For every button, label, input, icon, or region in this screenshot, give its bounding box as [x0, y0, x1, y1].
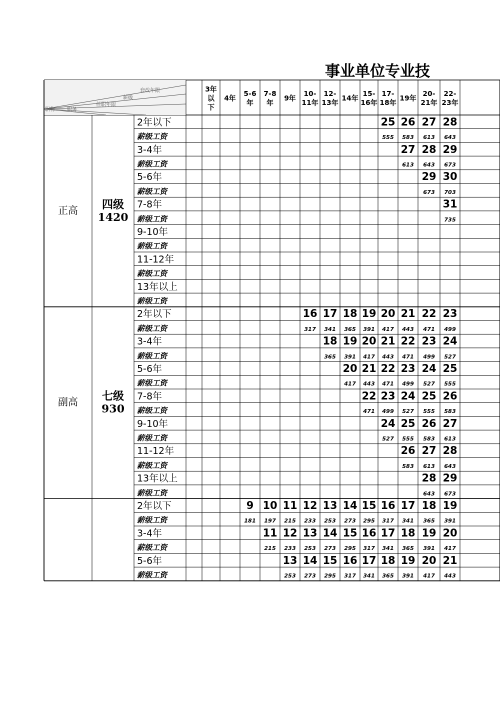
- column-header: 12-: [323, 90, 337, 98]
- pay-level-value: 20: [342, 362, 358, 375]
- pay-level-value: 16: [342, 554, 358, 567]
- pay-level-value: 13: [282, 554, 298, 567]
- pay-level-value: 19: [400, 554, 416, 567]
- pay-level-value: 15: [322, 554, 338, 567]
- salary-value: 417: [423, 573, 435, 580]
- tenure-row-label: 9-10年: [137, 226, 169, 238]
- pay-level-value: 20: [442, 527, 458, 540]
- pay-level-value: 20: [380, 308, 396, 321]
- pay-level-value: 20: [361, 335, 377, 348]
- column-header: 13年: [321, 99, 339, 107]
- salary-value: 233: [304, 518, 316, 525]
- pay-level-value: 30: [442, 171, 458, 184]
- salary-value: 499: [382, 409, 394, 416]
- salary-value: 527: [444, 354, 456, 361]
- pay-level-value: 19: [361, 308, 377, 321]
- salary-value: 417: [444, 546, 456, 553]
- salary-value: 317: [382, 518, 394, 525]
- column-header: 11年: [301, 99, 319, 107]
- pay-level-value: 21: [442, 554, 458, 567]
- pay-level-value: 25: [421, 390, 437, 403]
- salary-row-label: 薪级工资: [137, 269, 167, 279]
- column-header: 10-: [303, 90, 317, 98]
- salary-value: 215: [284, 518, 296, 525]
- salary-row-label: 薪级工资: [137, 296, 167, 306]
- corner-header-label: 职称: [44, 107, 56, 113]
- tenure-row-label: 13年以上: [137, 473, 178, 485]
- pay-level-value: 22: [400, 335, 416, 348]
- pay-level-value: 23: [421, 335, 437, 348]
- salary-value: 643: [444, 463, 456, 470]
- pay-level-value: 27: [421, 445, 437, 458]
- pay-level-value: 29: [421, 171, 437, 184]
- salary-value: 365: [402, 546, 414, 553]
- pay-level-value: 25: [400, 417, 416, 430]
- salary-value: 253: [304, 546, 316, 553]
- column-header: 以: [207, 94, 215, 103]
- salary-value: 673: [423, 189, 435, 196]
- pay-level-value: 28: [421, 472, 437, 485]
- tenure-row-label: 9-10年: [137, 418, 169, 430]
- salary-value: 613: [402, 162, 414, 169]
- column-header: 19年: [399, 94, 417, 103]
- salary-value: 583: [423, 436, 435, 443]
- pay-level-value: 13: [322, 499, 338, 512]
- category-label: 副高: [58, 397, 78, 409]
- salary-value: 735: [444, 217, 456, 224]
- salary-value: 613: [444, 436, 456, 443]
- column-header: 21年: [420, 99, 438, 107]
- salary-value: 273: [344, 518, 356, 525]
- tenure-row-label: 2年以下: [137, 117, 172, 129]
- pay-level-value: 27: [400, 143, 416, 156]
- pay-level-value: 11: [262, 527, 278, 540]
- pay-level-value: 26: [421, 417, 437, 430]
- salary-row-label: 薪级工资: [137, 351, 167, 361]
- salary-value: 391: [423, 546, 435, 553]
- pay-level-value: 24: [421, 362, 437, 375]
- pay-level-value: 26: [442, 390, 458, 403]
- column-header: 15-: [362, 90, 376, 98]
- salary-row-label: 薪级工资: [137, 132, 167, 142]
- salary-value: 273: [324, 546, 336, 553]
- corner-header: [44, 80, 186, 115]
- salary-value: 471: [423, 326, 435, 333]
- salary-row-label: 薪级工资: [137, 323, 167, 333]
- salary-value: 391: [344, 354, 356, 361]
- pay-level-value: 23: [442, 308, 458, 321]
- salary-row-label: 薪级工资: [137, 543, 167, 553]
- pay-level-value: 25: [380, 116, 396, 129]
- salary-value: 341: [382, 546, 394, 553]
- corner-header-label: 任职年限: [95, 102, 117, 108]
- salary-value: 583: [444, 409, 456, 416]
- salary-value: 417: [363, 354, 375, 361]
- pay-level-value: 28: [421, 143, 437, 156]
- salary-value: 253: [324, 518, 336, 525]
- pay-level-value: 18: [421, 499, 437, 512]
- column-header: 20-: [422, 90, 436, 98]
- pay-level-value: 28: [442, 116, 458, 129]
- salary-value: 499: [444, 326, 456, 333]
- tenure-row-label: 5-6年: [137, 172, 163, 184]
- category-label: 正高: [58, 205, 78, 217]
- pay-level-value: 19: [442, 499, 458, 512]
- salary-value: 613: [423, 135, 435, 142]
- salary-row-label: 薪级工资: [137, 159, 167, 169]
- salary-value: 471: [402, 354, 414, 361]
- salary-value: 527: [402, 409, 414, 416]
- pay-level-value: 19: [342, 335, 358, 348]
- salary-value: 443: [402, 326, 414, 333]
- pay-level-value: 29: [442, 143, 458, 156]
- column-header: 5-6: [243, 90, 257, 98]
- pay-level-value: 22: [380, 362, 396, 375]
- salary-value: 417: [382, 326, 394, 333]
- pay-level-value: 27: [421, 116, 437, 129]
- salary-value: 555: [423, 409, 435, 416]
- corner-header-label: 职务: [66, 107, 78, 113]
- pay-level-value: 18: [322, 335, 338, 348]
- tenure-row-label: 2年以下: [137, 309, 172, 321]
- pay-level-value: 21: [380, 335, 396, 348]
- pay-level-value: 19: [421, 527, 437, 540]
- salary-value: 273: [304, 573, 316, 580]
- pay-level-value: 17: [361, 554, 377, 567]
- tenure-row-label: 13年以上: [137, 281, 178, 293]
- salary-value: 181: [244, 518, 256, 525]
- pay-level-value: 24: [400, 390, 416, 403]
- salary-value: 317: [304, 326, 316, 333]
- salary-value: 443: [444, 573, 456, 580]
- salary-value: 527: [423, 381, 435, 388]
- grade-label: 四级: [102, 197, 124, 211]
- pay-level-value: 10: [262, 499, 278, 512]
- salary-value: 317: [344, 573, 356, 580]
- pay-level-value: 16: [380, 499, 396, 512]
- salary-row-label: 薪级工资: [137, 378, 167, 388]
- salary-value: 555: [444, 381, 456, 388]
- pay-level-value: 12: [302, 499, 318, 512]
- pay-level-value: 14: [322, 527, 338, 540]
- column-header: 22-: [443, 90, 457, 98]
- tenure-row-label: 3-4年: [137, 336, 163, 348]
- pay-level-value: 14: [302, 554, 318, 567]
- corner-header-bg: [44, 80, 186, 115]
- pay-level-value: 23: [400, 362, 416, 375]
- pay-level-value: 15: [361, 499, 377, 512]
- salary-value: 341: [363, 573, 375, 580]
- column-header: 4年: [224, 94, 236, 103]
- pay-level-value: 27: [442, 417, 458, 430]
- salary-value: 499: [402, 381, 414, 388]
- salary-value: 317: [363, 546, 375, 553]
- pay-level-value: 17: [400, 499, 416, 512]
- salary-value: 341: [402, 518, 414, 525]
- pay-level-value: 24: [380, 417, 396, 430]
- pay-level-value: 21: [361, 362, 377, 375]
- corner-header-label: 套改年限: [139, 88, 161, 94]
- salary-value: 391: [402, 573, 414, 580]
- pay-level-value: 13: [302, 527, 318, 540]
- salary-value: 443: [382, 354, 394, 361]
- salary-value: 673: [444, 491, 456, 498]
- pay-level-value: 17: [380, 527, 396, 540]
- pay-level-value: 26: [400, 445, 416, 458]
- pay-level-value: 17: [322, 308, 338, 321]
- salary-value: 365: [423, 518, 435, 525]
- salary-value: 499: [423, 354, 435, 361]
- salary-value: 583: [402, 463, 414, 470]
- salary-row-label: 薪级工资: [137, 406, 167, 416]
- salary-value: 295: [344, 546, 356, 553]
- grade-label: 七级: [102, 389, 124, 403]
- salary-value: 417: [344, 381, 356, 388]
- grade-amount: 1420: [97, 210, 129, 224]
- column-header: 18年: [379, 99, 397, 107]
- salary-row-label: 薪级工资: [137, 570, 167, 580]
- pay-level-value: 15: [342, 527, 358, 540]
- column-header: 年: [246, 99, 254, 107]
- tenure-row-label: 7-8年: [137, 391, 163, 403]
- salary-value: 583: [402, 135, 414, 142]
- salary-row-label: 薪级工资: [137, 515, 167, 525]
- pay-level-value: 23: [380, 390, 396, 403]
- pay-level-value: 14: [342, 499, 358, 512]
- column-header: 17-: [381, 90, 395, 98]
- salary-row-label: 薪级工资: [137, 460, 167, 470]
- salary-value: 555: [402, 436, 414, 443]
- pay-level-value: 29: [442, 472, 458, 485]
- column-header: 9年: [284, 94, 296, 103]
- column-header: 7-8: [263, 90, 277, 98]
- pay-level-value: 22: [421, 308, 437, 321]
- pay-level-value: 20: [421, 554, 437, 567]
- salary-value: 253: [284, 573, 296, 580]
- salary-value: 643: [423, 491, 435, 498]
- pay-level-value: 24: [442, 335, 458, 348]
- salary-value: 197: [264, 518, 276, 525]
- column-header: 3年: [205, 85, 217, 94]
- salary-value: 365: [382, 573, 394, 580]
- pay-level-value: 21: [400, 308, 416, 321]
- pay-level-value: 18: [400, 527, 416, 540]
- tenure-row-label: 7-8年: [137, 199, 163, 211]
- salary-value: 295: [324, 573, 336, 580]
- salary-value: 703: [444, 189, 456, 196]
- tenure-row-label: 3-4年: [137, 144, 163, 156]
- salary-value: 471: [363, 409, 375, 416]
- salary-value: 215: [264, 546, 276, 553]
- pay-level-value: 31: [442, 198, 458, 211]
- corner-header-label: 薪级: [122, 95, 134, 101]
- salary-value: 527: [382, 436, 394, 443]
- pay-level-value: 18: [342, 308, 358, 321]
- pay-level-value: 9: [246, 499, 254, 512]
- salary-value: 233: [284, 546, 296, 553]
- salary-value: 555: [382, 135, 394, 142]
- pay-level-value: 16: [302, 308, 318, 321]
- salary-row-label: 薪级工资: [137, 214, 167, 224]
- tenure-row-label: 3-4年: [137, 528, 163, 540]
- salary-value: 643: [423, 162, 435, 169]
- salary-value: 391: [444, 518, 456, 525]
- salary-value: 471: [382, 381, 394, 388]
- pay-level-value: 18: [380, 554, 396, 567]
- salary-value: 643: [444, 135, 456, 142]
- tenure-row-label: 11-12年: [137, 446, 175, 458]
- salary-value: 673: [444, 162, 456, 169]
- column-header: 下: [207, 103, 215, 112]
- tenure-row-label: 11-12年: [137, 254, 175, 266]
- column-header: 年: [266, 99, 274, 107]
- salary-value: 365: [324, 354, 336, 361]
- column-header: 14年: [341, 94, 359, 103]
- salary-value: 365: [344, 326, 356, 333]
- salary-row-label: 薪级工资: [137, 241, 167, 251]
- page-title: 事业单位专业技: [324, 62, 430, 80]
- salary-row-label: 薪级工资: [137, 433, 167, 443]
- tenure-row-label: 2年以下: [137, 500, 172, 512]
- column-header: 23年: [441, 99, 459, 107]
- grade-amount: 930: [101, 402, 125, 416]
- pay-level-value: 26: [400, 116, 416, 129]
- pay-level-value: 25: [442, 362, 458, 375]
- pay-level-value: 12: [282, 527, 298, 540]
- salary-row-label: 薪级工资: [137, 186, 167, 196]
- tenure-row-label: 5-6年: [137, 363, 163, 375]
- salary-row-label: 薪级工资: [137, 488, 167, 498]
- salary-value: 613: [423, 463, 435, 470]
- pay-level-value: 28: [442, 445, 458, 458]
- salary-value: 391: [363, 326, 375, 333]
- tenure-row-label: 5-6年: [137, 555, 163, 567]
- salary-value: 443: [363, 381, 375, 388]
- pay-level-value: 16: [361, 527, 377, 540]
- pay-level-value: 22: [361, 390, 377, 403]
- pay-level-value: 11: [282, 499, 298, 512]
- salary-value: 295: [363, 518, 375, 525]
- salary-value: 341: [324, 326, 336, 333]
- column-header: 16年: [360, 99, 378, 107]
